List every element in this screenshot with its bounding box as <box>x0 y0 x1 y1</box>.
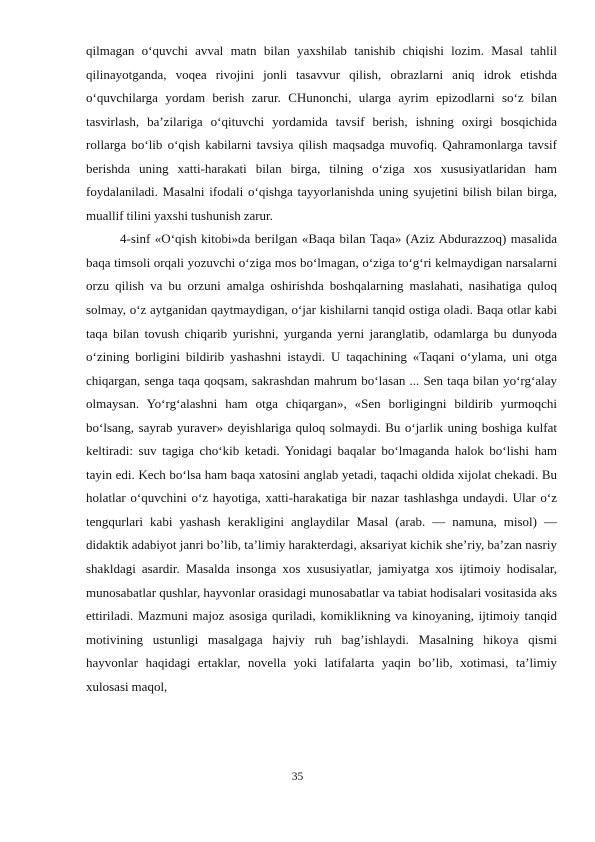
paragraph-masal-analysis: 4-sinf «O‘qish kitobi»da berilgan «Baqa bilan Taqa» (Aziz Abdurazzoq) masalida baqa timsoli orqali yozuvchi o‘ziga mos bo‘lmagan, o‘ziga to‘g‘ri kelmaydigan narsalarni orzu qilish va bu orzuni amalga oshirishda boshqalarning maslahati, nasihatiga quloq solmay, o‘z aytganidan qaytmaydigan, o‘jar kishilarni tanqid ostiga oladi. Baqa otlar kabi taqa bilan tovush chiqarib yurishni, yurganda yerni jaranglatib, odamlarga bu dunyoda o‘zining borligini bildirib yashashni istaydi. U taqachining «Taqani o‘ylama, uni otga chiqargan, senga taqa qoqsam, sakrashdan mahrum bo‘lasan ... Sen taqa bilan yo‘rg‘alay olmaysan. Yo‘rg‘alashni ham otga chiqargan», «Sen borligingni bildirib yurmoqchi bo‘lsang, sayrab yuraver» deyishlariga quloq solmaydi. Bu o‘jarlik uning boshiga kulfat keltiradi: suv tagiga cho‘kib ketadi. Yonidagi baqalar bo‘lmaganda halok bo‘lishi ham tayin edi. Kech bo‘lsa ham baqa xatosini anglab yetadi, taqachi oldida xijolat chekadi. Bu holatlar o‘quvchini o‘z hayotiga, xatti-harakatiga bir nazar tashlashga undaydi. Ular o‘z tengqurlari kabi yashash kerakligini anglaydilar Masal (arab. — namuna, misol) — didaktik adabiyot janri bo’lib, ta’limiy harakterdagi, aksariyat kichik she’riy, ba’zan nasriy shakldagi asardir. Masalda insonga xos xususiyatlar, jamiyatga xos ijtimoiy hodisalar, munosabatlar qushlar, hayvonlar orasidagi munosabatlar va tabiat hodisalari vositasida aks ettiriladi. Mazmuni majoz asosiga quriladi, komiklikning va kinoyaning, ijtimoiy tanqid motivining ustunligi masalgaga hajviy ruh bag’ishlaydi. Masalning hikoya qismi hayvonlar haqidagi ertaklar, novella yoki latifalarta yaqin bo’lib, xotimasi, ta’limiy xulosasi maqol, <box>86 231 557 694</box>
page-number: 35 <box>291 771 304 783</box>
paragraph-continuation: qilmagan o‘quvchi avval matn bilan yaxshilab tanishib chiqishi lozim. Masal tahlil qilinayotganda, voqea rivojini jonli tasavvur qilish, obrazlarni aniq idrok etishda o‘quvchilarga yordam berish zarur. CHunonchi, ularga ayrim epizodlarni so‘z bilan tasvirlash, ba’zilariga o‘qituvchi yordamida tavsif berish, ishning oxirgi bosqichida rollarga bo‘lib o‘qish kabilarni tavsiya qilish maqsadga muvofiq. Qahramonlarga tavsif berishda uning xatti-harakati bilan birga, tilning o‘ziga xos xususiyatlaridan ham foydalaniladi. Masalni ifodali o‘qishga tayyorlanishda uning syujetini bilish bilan birga, muallif tilini yaxshi tushunish zarur. <box>86 43 557 223</box>
body-text <box>86 39 557 698</box>
